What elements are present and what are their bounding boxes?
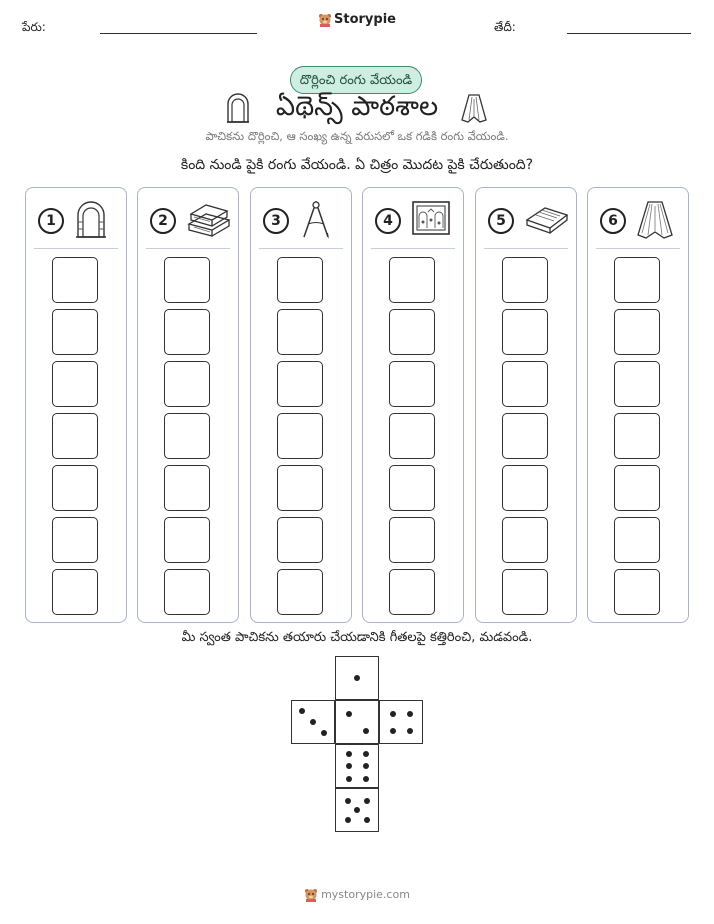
- name-line[interactable]: [100, 33, 257, 34]
- column-number: 2: [150, 208, 176, 234]
- die-pip: [390, 728, 396, 734]
- compass-icon: [299, 200, 333, 244]
- cut-instruction: మీ స్వంత పాచికను తయారు చేయడానికి గీతలపై కత్తిరించి, మడవండి.: [181, 630, 533, 645]
- column-4: [362, 187, 464, 623]
- footer-url: mystorypie.com: [321, 888, 410, 901]
- page-title: ఏథెన్స్ పాఠశాల: [275, 91, 439, 122]
- footer: [0, 888, 714, 902]
- die-pip: [407, 711, 413, 717]
- color-cell[interactable]: [277, 465, 323, 511]
- column-header: [34, 196, 118, 249]
- color-cell[interactable]: [614, 361, 660, 407]
- die-face-3: [291, 700, 335, 744]
- color-cell[interactable]: [389, 309, 435, 355]
- color-cell[interactable]: [52, 413, 98, 459]
- die-pip: [364, 798, 370, 804]
- column-3: [250, 187, 352, 623]
- bear-icon: [318, 13, 332, 27]
- color-cell[interactable]: [389, 465, 435, 511]
- column-number: 3: [263, 208, 289, 234]
- color-cell[interactable]: [52, 257, 98, 303]
- die-pip: [363, 728, 369, 734]
- color-cell[interactable]: [164, 517, 210, 563]
- book-stack-icon: [186, 200, 232, 242]
- cloak-icon: [636, 200, 674, 244]
- color-cell[interactable]: [277, 517, 323, 563]
- color-cell[interactable]: [389, 257, 435, 303]
- color-cell[interactable]: [52, 309, 98, 355]
- color-cell[interactable]: [277, 569, 323, 615]
- color-cell[interactable]: [614, 465, 660, 511]
- color-cell[interactable]: [502, 517, 548, 563]
- color-cell[interactable]: [389, 413, 435, 459]
- die-pip: [299, 708, 305, 714]
- column-header: [484, 196, 568, 249]
- die-pip: [354, 807, 360, 813]
- column-number: 1: [38, 208, 64, 234]
- column-6: [587, 187, 689, 623]
- cloak-icon: [460, 93, 488, 123]
- die-pip: [310, 719, 316, 725]
- date-label: తేదీ:: [494, 20, 516, 34]
- color-cell[interactable]: [277, 413, 323, 459]
- color-cell[interactable]: [164, 413, 210, 459]
- column-number: 4: [375, 208, 401, 234]
- die-pip: [346, 711, 352, 717]
- die-pip: [407, 728, 413, 734]
- column-number: 6: [600, 208, 626, 234]
- color-cell[interactable]: [614, 309, 660, 355]
- die-pip: [346, 763, 352, 769]
- color-cell[interactable]: [502, 309, 548, 355]
- date-line[interactable]: [567, 33, 691, 34]
- color-cell[interactable]: [164, 569, 210, 615]
- name-label: పేరు:: [22, 20, 46, 34]
- die-pip: [346, 776, 352, 782]
- color-cell[interactable]: [614, 257, 660, 303]
- subtitle: పాచికను దొర్లించి, ఆ సంఖ్య ఉన్న వరుసలో ఒక గడికి రంగు వేయండి.: [205, 129, 509, 143]
- color-cell[interactable]: [614, 569, 660, 615]
- painting-icon: [411, 200, 451, 240]
- column-1: [25, 187, 127, 623]
- column-header: [259, 196, 343, 249]
- color-cell[interactable]: [502, 413, 548, 459]
- color-cell[interactable]: [52, 465, 98, 511]
- color-cell[interactable]: [52, 569, 98, 615]
- color-cell[interactable]: [502, 569, 548, 615]
- color-cell[interactable]: [277, 257, 323, 303]
- column-number: 5: [488, 208, 514, 234]
- instruction: కింది నుండి పైకి రంగు వేయండి. ఏ చిత్రం మొదట పైకి చేరుతుంది?: [180, 157, 534, 173]
- brand-logo: [0, 12, 714, 27]
- die-pip: [354, 675, 360, 681]
- die-pip: [363, 776, 369, 782]
- arched-window-icon: [74, 200, 108, 242]
- die-face-6: [335, 744, 379, 788]
- color-cell[interactable]: [614, 517, 660, 563]
- color-cell[interactable]: [614, 413, 660, 459]
- die-pip: [345, 798, 351, 804]
- color-cell[interactable]: [52, 517, 98, 563]
- column-5: [475, 187, 577, 623]
- die-pip: [345, 817, 351, 823]
- bear-icon: [304, 888, 318, 902]
- die-pip: [346, 751, 352, 757]
- color-cell[interactable]: [502, 465, 548, 511]
- color-cell[interactable]: [502, 257, 548, 303]
- die-pip: [390, 711, 396, 717]
- column-header: [596, 196, 680, 249]
- color-cell[interactable]: [389, 517, 435, 563]
- color-cell[interactable]: [502, 361, 548, 407]
- brand-name: Storypie: [334, 12, 396, 27]
- color-cell[interactable]: [389, 569, 435, 615]
- die-face-2: [335, 700, 379, 744]
- die-pip: [364, 817, 370, 823]
- color-cell[interactable]: [277, 361, 323, 407]
- color-cell[interactable]: [164, 465, 210, 511]
- color-cell[interactable]: [52, 361, 98, 407]
- die-face-1: [335, 656, 379, 700]
- die-face-5: [335, 788, 379, 832]
- column-header: [371, 196, 455, 249]
- die-face-4: [379, 700, 423, 744]
- tablet-icon: [524, 200, 570, 238]
- die-pip: [363, 751, 369, 757]
- activity-badge: దొర్లించి రంగు వేయండి: [290, 66, 422, 94]
- color-cell[interactable]: [389, 361, 435, 407]
- die-pip: [363, 763, 369, 769]
- column-header: [146, 196, 230, 249]
- color-cell[interactable]: [277, 309, 323, 355]
- die-pip: [321, 730, 327, 736]
- color-cell[interactable]: [164, 361, 210, 407]
- color-cell[interactable]: [164, 309, 210, 355]
- column-2: [137, 187, 239, 623]
- color-cell[interactable]: [164, 257, 210, 303]
